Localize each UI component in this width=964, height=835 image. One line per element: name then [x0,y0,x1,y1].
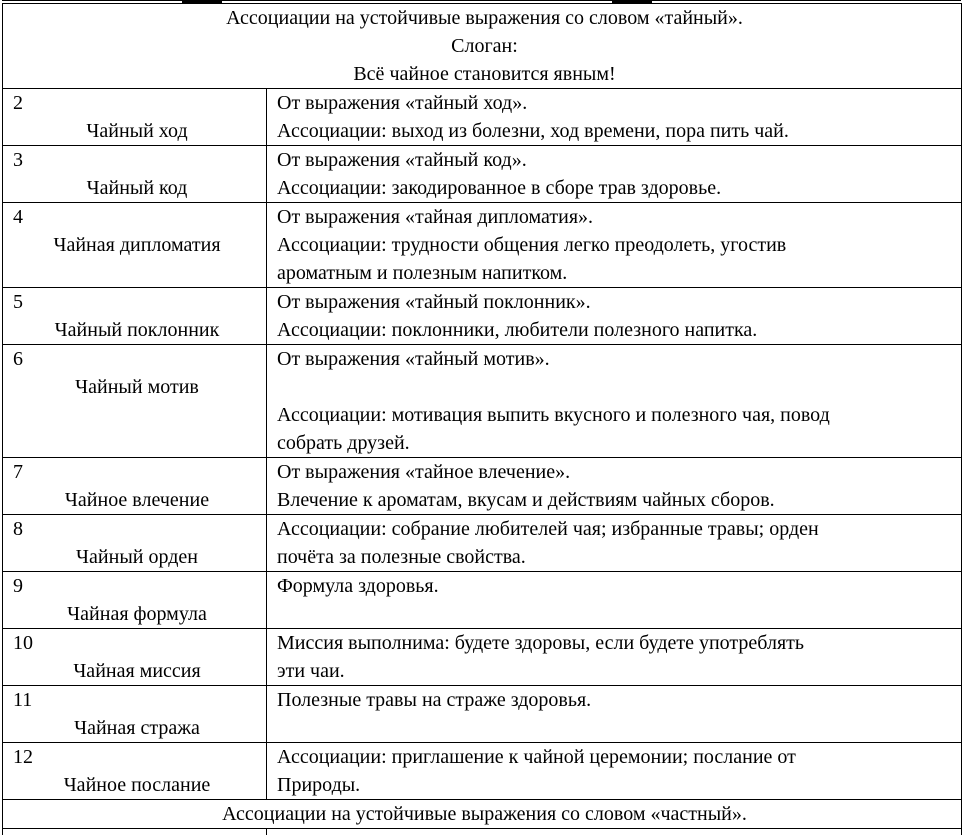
row-number: 9 [13,572,261,600]
table-row [3,743,962,800]
row-number: 12 [13,743,261,771]
description-line: почёта за полезные свойства. [277,543,956,571]
description-cell [267,203,962,288]
table-row [3,458,962,515]
description-line: Ассоциации: поклонники, любители полезного напитка. [277,316,956,344]
row-title: Чайное послание [13,771,261,799]
description-cell [267,515,962,572]
description-cell [267,89,962,146]
name-cell [3,515,267,572]
slogan-label: Слоган: [13,32,956,60]
description-line: От выражения «тайный код». [277,146,956,174]
associations-table [2,3,962,835]
description-line: От выражения «тайный ход». [277,89,956,117]
row-number: 4 [13,203,261,231]
description-line: ароматным и полезным напитком. [277,259,956,287]
footer-title: Ассоциации на устойчивые выражения со словом «частный». [13,800,956,828]
name-cell [3,89,267,146]
description-cell [267,146,962,203]
row-number: 11 [13,686,261,714]
name-cell [3,203,267,288]
row-number: 10 [13,629,261,657]
description-line: От выражения «тайная дипломатия». [277,203,956,231]
description-cell [267,743,962,800]
table-row [3,515,962,572]
row-number: 2 [13,89,261,117]
name-cell [3,572,267,629]
table-row [3,288,962,345]
description-line: Ассоциации: приглашение к чайной церемонии; послание от [277,743,956,771]
description-line: От выражения «тайный мотив». [277,345,956,373]
cut-cell-right [267,829,962,835]
description-line: Ассоциации: собрание любителей чая; избранные травы; орден [277,515,956,543]
description-line: От выражения «тайный поклонник». [277,288,956,316]
row-title: Чайный мотив [13,373,261,401]
description-line: Ассоциации: трудности общения легко преодолеть, угостив [277,231,956,259]
cut-row [3,829,962,835]
description-line: Ассоциации: выход из болезни, ход времени, пора пить чай. [277,117,956,145]
name-cell [3,146,267,203]
description-cell [267,288,962,345]
description-line: собрать друзей. [277,429,956,457]
description-cell [267,345,962,458]
table-row [3,203,962,288]
description-cell [267,572,962,629]
row-title: Чайный орден [13,543,261,571]
row-title: Чайная дипломатия [13,231,261,259]
description-line: Полезные травы на страже здоровья. [277,686,956,714]
table-row [3,345,962,458]
description-line: Миссия выполнима: будете здоровы, если будете употреблять [277,629,956,657]
row-title: Чайное влечение [13,486,261,514]
row-title: Чайный ход [13,117,261,145]
table-row [3,146,962,203]
row-number: 7 [13,458,261,486]
slogan-text: Всё чайное становится явным! [13,60,956,88]
row-title: Чайный поклонник [13,316,261,344]
blank-line [277,373,956,401]
name-cell [3,743,267,800]
description-cell [267,629,962,686]
description-line: Влечение к ароматам, вкусам и действиям чайных сборов. [277,486,956,514]
row-number: 5 [13,288,261,316]
footer-cell [3,800,962,829]
header-cell [3,4,962,89]
row-title: Чайный код [13,174,261,202]
name-cell [3,345,267,458]
table-row [3,629,962,686]
row-number: 3 [13,146,261,174]
name-cell [3,458,267,515]
row-title: Чайная миссия [13,657,261,685]
row-title: Чайная формула [13,600,261,628]
table-row [3,686,962,743]
description-line: Ассоциации: мотивация выпить вкусного и полезного чая, повод [277,401,956,429]
description-line: От выражения «тайное влечение». [277,458,956,486]
table-row [3,572,962,629]
name-cell [3,686,267,743]
name-cell [3,629,267,686]
description-cell [267,458,962,515]
description-line: Природы. [277,771,956,799]
header-title: Ассоциации на устойчивые выражения со словом «тайный». [13,4,956,32]
description-line: Ассоциации: закодированное в сборе трав здоровье. [277,174,956,202]
table-row [3,89,962,146]
row-number: 8 [13,515,261,543]
description-line: эти чаи. [277,657,956,685]
row-number: 6 [13,345,261,373]
name-cell [3,288,267,345]
description-line: Формула здоровья. [277,572,956,600]
cut-cell-left [3,829,267,835]
description-cell [267,686,962,743]
header-row [3,4,962,89]
row-title: Чайная стража [13,714,261,742]
footer-row [3,800,962,829]
